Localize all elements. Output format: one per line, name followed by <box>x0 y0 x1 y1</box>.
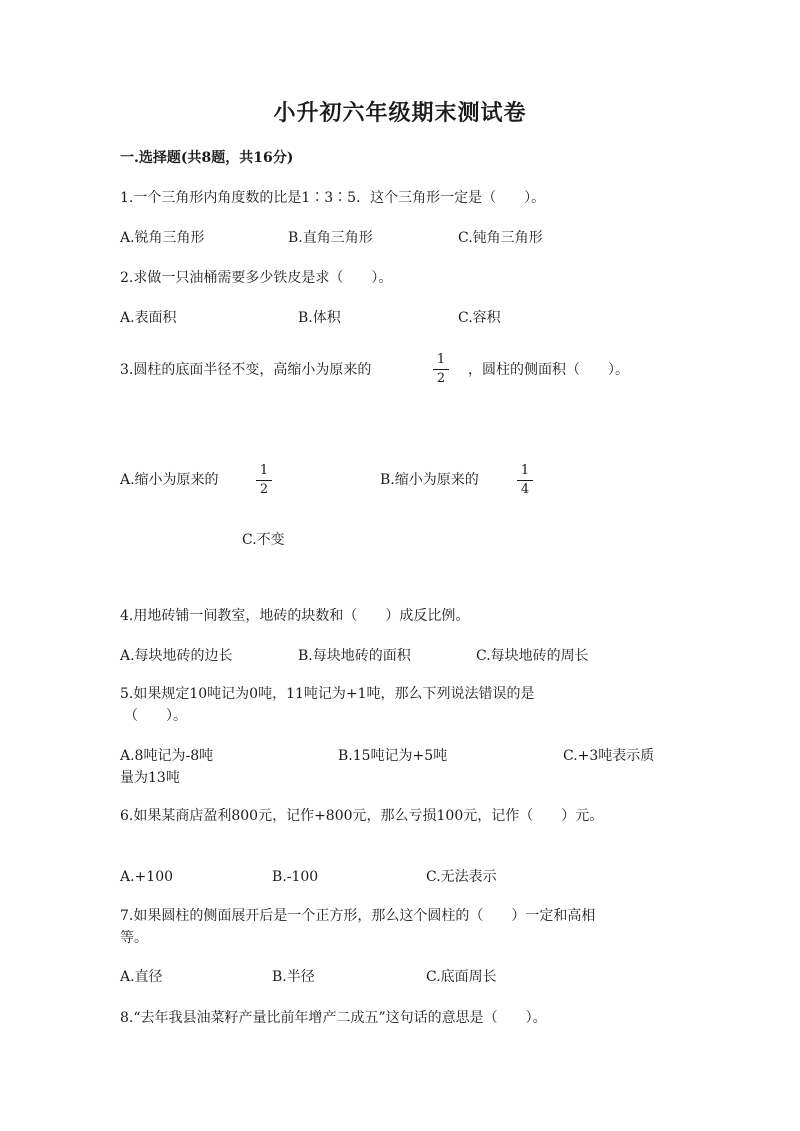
question-3-fraction <box>433 353 449 386</box>
question-3-stem-end: ，圆柱的侧面积（ ）。 <box>468 362 629 378</box>
question-4-option-a[interactable]: A.每块地砖的边长 <box>120 648 233 664</box>
question-2-option-b[interactable]: B.体积 <box>298 310 341 326</box>
fraction-bar <box>256 480 272 481</box>
question-1-option-b[interactable]: B.直角三角形 <box>288 230 373 246</box>
question-2-stem: 2.求做一只油桶需要多少铁皮是求（ ）。 <box>120 270 393 286</box>
question-2-option-a[interactable]: A.表面积 <box>120 310 177 326</box>
question-7-stem-line2: 等。 <box>120 930 148 946</box>
question-4-option-c[interactable]: C.每块地砖的周长 <box>476 648 589 664</box>
page-title: 小升初六年级期末测试卷 <box>273 100 527 126</box>
question-3-option-c[interactable]: C.不变 <box>242 532 285 548</box>
fraction-numerator: 1 <box>436 352 446 367</box>
question-5-option-c-cont: 量为13吨 <box>120 770 180 786</box>
question-2-option-c[interactable]: C.容积 <box>458 310 501 326</box>
question-3-option-b-fraction <box>517 464 533 497</box>
fraction-numerator: 1 <box>259 463 269 478</box>
fraction-denominator: 2 <box>259 482 269 497</box>
question-1-option-a[interactable]: A.锐角三角形 <box>120 230 205 246</box>
section-heading-choice: 一.选择题(共8题，共16分) <box>120 150 294 166</box>
question-3-option-a-fraction <box>256 464 272 497</box>
fraction-numerator: 1 <box>520 463 530 478</box>
question-3-option-a[interactable]: A.缩小为原来的 <box>120 472 219 488</box>
question-7-option-b[interactable]: B.半径 <box>272 969 315 985</box>
question-5-option-a[interactable]: A.8吨记为-8吨 <box>120 748 214 764</box>
fraction-denominator: 4 <box>520 482 530 497</box>
question-8-stem: 8.“去年我县油菜籽产量比前年增产二成五”这句话的意思是（ ）。 <box>120 1010 547 1026</box>
question-7-option-a[interactable]: A.直径 <box>120 969 163 985</box>
fraction-bar <box>433 369 449 370</box>
fraction-bar <box>517 480 533 481</box>
question-6-option-b[interactable]: B.-100 <box>272 869 319 885</box>
question-5-option-b[interactable]: B.15吨记为+5吨 <box>338 748 448 764</box>
question-5-stem-line2: （ ）。 <box>124 708 187 724</box>
fraction-denominator: 2 <box>436 371 446 386</box>
question-4-option-b[interactable]: B.每块地砖的面积 <box>298 648 411 664</box>
question-3-option-b[interactable]: B.缩小为原来的 <box>380 472 479 488</box>
question-4-stem: 4.用地砖铺一间教室，地砖的块数和（ ）成反比例。 <box>120 608 470 624</box>
question-7-stem-line1: 7.如果圆柱的侧面展开后是一个正方形，那么这个圆柱的（ ）一定和高相 <box>120 908 596 924</box>
question-7-option-c[interactable]: C.底面周长 <box>426 969 497 985</box>
question-6-option-a[interactable]: A.+100 <box>120 869 174 885</box>
question-5-option-c[interactable]: C.+3吨表示质 <box>563 748 655 764</box>
question-6-option-c[interactable]: C.无法表示 <box>426 869 497 885</box>
question-6-stem: 6.如果某商店盈利800元，记作+800元，那么亏损100元，记作（ ）元。 <box>120 808 604 824</box>
question-1-option-c[interactable]: C.钝角三角形 <box>458 230 543 246</box>
question-3-stem-start: 3.圆柱的底面半径不变，高缩小为原来的 <box>120 362 372 378</box>
question-1-stem: 1.一个三角形内角度数的比是1∶3∶5．这个三角形一定是（ ）。 <box>120 190 546 206</box>
question-5-stem-line1: 5.如果规定10吨记为0吨，11吨记为+1吨，那么下列说法错误的是 <box>120 686 535 702</box>
